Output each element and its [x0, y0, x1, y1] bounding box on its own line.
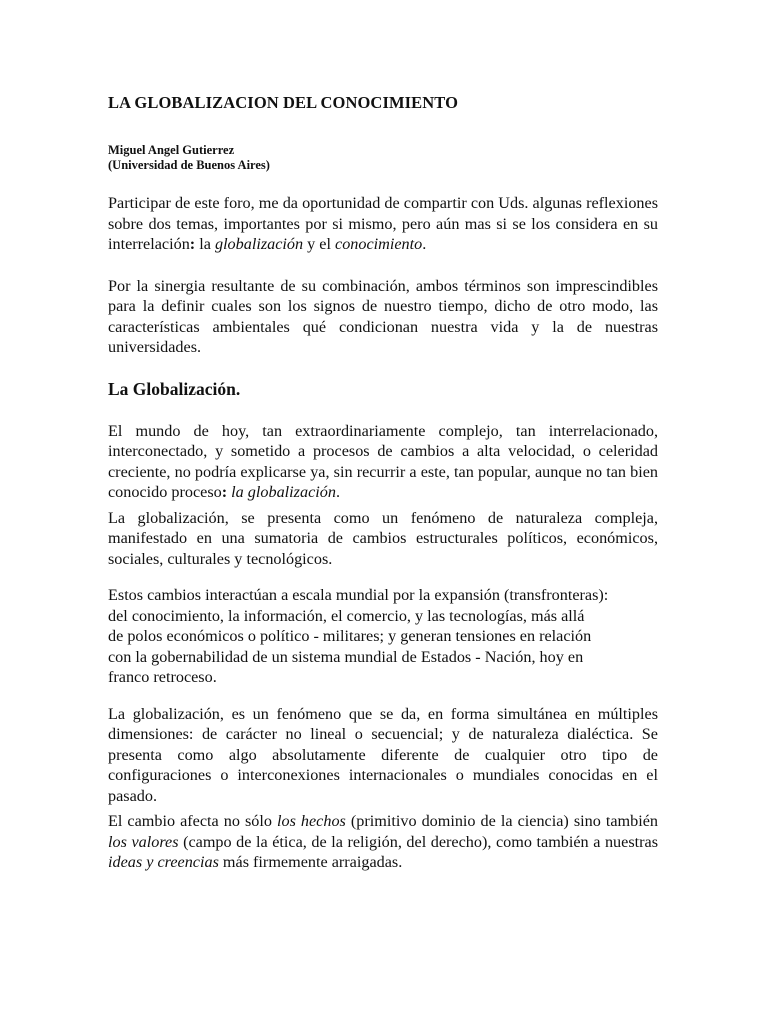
paragraph-text: El mundo de hoy, tan extraordinariamente complejo, tan interrelacionado, interconectado, y sometido a procesos de cambios a alta velocidad, o celeridad creciente, no podría explicarse ya, sin recurrir a este, tan popular, aunque no tan bien conocido proceso [108, 421, 658, 501]
spacer [108, 400, 658, 421]
text-fragment: (campo de la ética, de la religión, del derecho), como también a nuestras [178, 832, 658, 851]
text-fragment: El cambio afecta no sólo [108, 812, 277, 830]
author-block [108, 143, 658, 173]
text-fragment: y el [303, 235, 336, 253]
paragraph-line: franco retroceso. [108, 668, 217, 686]
author-affiliation: (Universidad de Buenos Aires) [108, 158, 270, 172]
paragraph-fenomeno-complejo: La globalización, se presenta como un fenómeno de naturaleza compleja, manifestado en una sumatoria de cambios estructurales políticos, económicos, sociales, culturales y tecnológicos. [108, 508, 658, 568]
term-globalizacion: globalización [214, 235, 304, 253]
section-heading-globalizacion: La Globalización. [108, 378, 241, 399]
paragraph-cambio-afecta [108, 811, 658, 873]
text-fragment: (primitivo dominio de la ciencia) sino también [345, 812, 658, 830]
spacer [108, 688, 658, 704]
paragraph-line: de polos económicos o político - militares; y generan tensiones en relación [108, 627, 592, 645]
term-la-globalizacion: la globalización [227, 483, 336, 501]
paragraph-line: del conocimiento, la información, el comercio, y las tecnologías, más allá [108, 606, 585, 625]
spacer [108, 358, 658, 379]
text-fragment: . [335, 483, 340, 501]
text-fragment: más firmemente arraigadas. [218, 853, 403, 871]
paragraph-intro [108, 193, 658, 255]
term-ideas-y-creencias: ideas y creencias [108, 853, 219, 871]
paragraph-intro-text: Participar de este foro, me da oportunidad de compartir con Uds. algunas reflexiones sobre dos temas, importantes por si mismo, pero aún mas si se los considera en su interrelación [108, 194, 658, 253]
author-name: Miguel Angel Gutierrez [108, 143, 235, 157]
paragraph-mundo-de-hoy [108, 421, 658, 503]
paragraph-sinergia: Por la sinergia resultante de su combinación, ambos términos son imprescindibles para la definir cuales son los signos de nuestro tiempo, dicho de otro modo, las características ambientales qué condicionan nuestra vida y la de nuestras universidades. [108, 276, 658, 356]
paragraph-cambios-interactuan [108, 585, 658, 688]
term-los-hechos: los hechos [276, 812, 346, 830]
term-los-valores: los valores [108, 832, 179, 851]
spacer [108, 255, 658, 276]
document-title: LA GLOBALIZACION DEL CONOCIMIENTO [108, 93, 459, 112]
spacer [108, 569, 658, 585]
paragraph-line: con la gobernabilidad de un sistema mundial de Estados - Nación, hoy en [108, 647, 584, 666]
term-conocimiento: conocimiento [335, 235, 423, 253]
paragraph-fenomeno-simultaneo: La globalización, es un fenómeno que se da, en forma simultánea en múltiples dimensiones: de carácter no lineal o secuencial; y de naturaleza dialéctica. Se presenta como algo absolutamente diferente de cualquier otro tipo de configuraciones o interconexiones internacionales o mundiales conocidas en el pasado. [108, 704, 658, 805]
paragraph-line: Estos cambios interactúan a escala mundial por la expansión (transfronteras): [108, 586, 609, 604]
colon-bold: : [221, 483, 228, 501]
colon-bold: : [189, 235, 196, 253]
document-body [108, 93, 658, 873]
text-fragment: la [195, 235, 215, 253]
text-fragment: . [422, 235, 427, 253]
